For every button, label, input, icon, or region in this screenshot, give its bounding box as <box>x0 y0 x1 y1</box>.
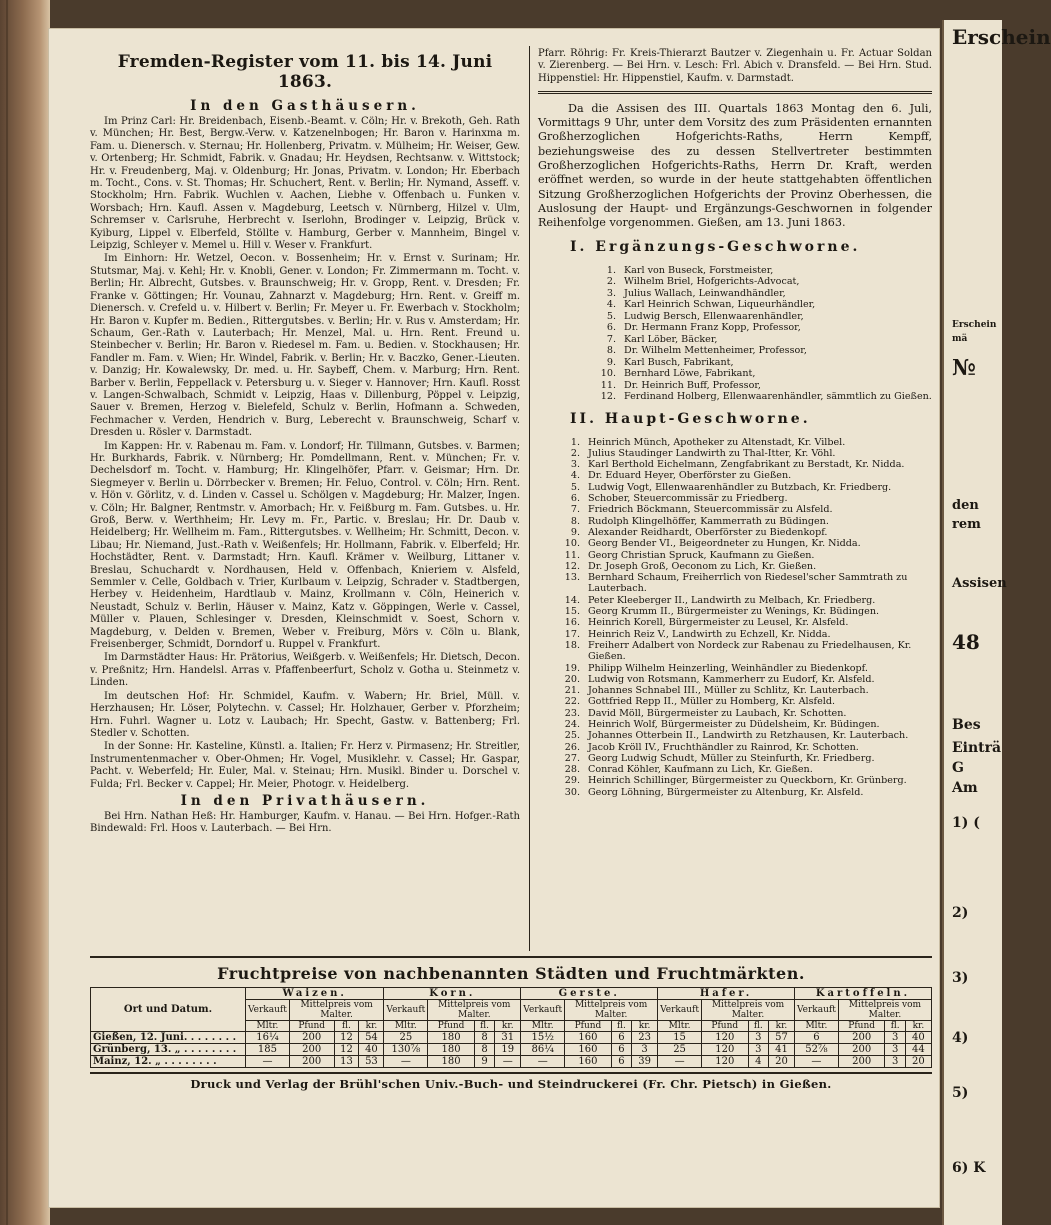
price-cell: 25 <box>658 1044 702 1056</box>
juror-entry <box>538 265 932 277</box>
price-cell: 20 <box>768 1056 794 1068</box>
price-cell: 8 <box>474 1032 494 1044</box>
juror-number: 8. <box>606 345 616 357</box>
inns-subheading: In den Gasthäusern. <box>190 98 420 114</box>
mittelpreis-header: Mittelpreis vom Malter. <box>838 1000 931 1021</box>
juror-name: Dr. Eduard Heyer, Oberförster zu Gießen. <box>588 470 792 482</box>
register-entry: Im Prinz Carl: Hr. Breidenbach, Eisenb.-Beamt. v. Cöln; Hr. v. Brekoth, Geh. Rath v. München; Hr. Best, Bergw.-Verw. v. Katzenelnbogen; Hr. Baron v. Harinxma m. Fam. u. Dienersch. v. Sternau; Hr. Hollenberg, Privatm. v. Mülheim; Hr. Weiser, Gew. v. Ortenberg; Hr. Schmidt, Fabrik. v. Gnadau; Hr. Heydsen, Rechtsanw. v. Wittstock; Hr. v. Freudenberg, Maj. v. Oldenburg; Hr. Jonas, Privatm. v. London; Hr. Eberbach m. Tocht., Cons. v. St. Thomas; Hr. Schuchert, Rent. v. Berlin; Hr. Nymand, Asseff. v. Stockholm; Hrn. Fabrik. Wuchlen v. Aachen, Liebhe v. Offenbach u. Funken v. Worsbach; Hrn. Kaufl. Assen v. Magdeburg, Leetsch v. Nürnberg, Hilzel v. Ulm, Schremser v. Carlsruhe, Herbrecht v. Iserlohn, Brodinger v. Leipzig, Brück v. Kyiburg, Lippel v. Elberfeld, Stöllte v. Hamburg, Gerber v. Mannheim, Bingel v. Leipzig, Schleyer v. Memel u. Hill v. Weser v. Frankfurt. <box>90 116 520 252</box>
fragment-text: Einträ <box>952 740 1002 756</box>
juror-name: Jacob Kröll IV., Fruchthändler zu Rainrod, Kr. Schotten. <box>588 741 859 753</box>
grain-group-header: Kartoffeln. <box>794 988 931 1000</box>
mittelpreis-header: Mittelpreis vom Malter. <box>565 1000 658 1021</box>
juror-number: 29. <box>564 775 580 787</box>
price-cell: 130⅞ <box>384 1044 428 1056</box>
main-jurors-list <box>538 437 932 799</box>
grain-group-header: Gerste. <box>521 988 658 1000</box>
juror-entry <box>538 357 932 369</box>
juror-number: 14. <box>564 594 580 606</box>
juror-number: 28. <box>564 764 580 776</box>
fragment-text: den <box>952 498 979 513</box>
price-cell: 3 <box>748 1032 768 1044</box>
table-row <box>91 1032 932 1044</box>
juror-entry <box>538 572 932 595</box>
verkauft-header: Verkauft <box>658 1000 702 1021</box>
price-cell: — <box>384 1056 428 1068</box>
juror-number: 1. <box>606 264 616 276</box>
juror-entry <box>538 606 932 617</box>
verkauft-header: Verkauft <box>384 1000 428 1021</box>
unit-header: Mltr. <box>794 1021 838 1032</box>
unit-header: Mltr. <box>246 1021 290 1032</box>
juror-number: 7. <box>570 504 580 516</box>
juror-number: 12. <box>564 560 580 572</box>
price-cell: 200 <box>838 1044 885 1056</box>
juror-name: Julius Staudinger Landwirth zu Thal-Itter, Kr. Vöhl. <box>588 447 836 459</box>
price-cell: 185 <box>246 1044 290 1056</box>
table-header-row <box>91 988 932 1000</box>
juror-entry <box>538 753 932 764</box>
juror-number: 13. <box>564 572 580 584</box>
fragment-text: Erschein <box>952 25 1051 49</box>
price-cell: 200 <box>289 1032 334 1044</box>
fragment-text: 48 <box>952 630 980 654</box>
juror-entry <box>538 516 932 527</box>
juror-entry <box>538 550 932 561</box>
juror-entry <box>538 674 932 685</box>
juror-entry <box>538 730 932 741</box>
juror-name: Karl Berthold Eichelmann, Zengfabrikant zu Berstadt, Kr. Nidda. <box>588 459 905 471</box>
unit-header: Pfund <box>838 1021 885 1032</box>
juror-entry <box>538 787 932 798</box>
price-cell: 200 <box>289 1056 334 1068</box>
price-cell: — <box>246 1056 290 1068</box>
place-date-cell: Grünberg, 13. „ . . . . . . . . <box>91 1044 246 1056</box>
juror-number: 16. <box>564 617 580 629</box>
juror-number: 10. <box>564 538 580 550</box>
juror-entry <box>538 640 932 663</box>
juror-name: Georg Christian Spruck, Kaufmann zu Gießen. <box>588 549 815 561</box>
place-date-cell: Mainz, 12. „ . . . . . . . . <box>91 1056 246 1068</box>
juror-name: Alexander Reidhardt, Oberförster zu Biedenkopf. <box>588 526 828 538</box>
price-cell: — <box>794 1056 838 1068</box>
table-row <box>91 1044 932 1056</box>
price-cell: 6 <box>794 1032 838 1044</box>
juror-entry <box>538 775 932 786</box>
section-heading-supplementary-jurors: I. Ergänzungs-Geschworne. <box>570 238 861 255</box>
juror-number: 22. <box>564 696 580 708</box>
juror-number: 4. <box>606 299 616 311</box>
fragment-text: mä <box>952 334 968 344</box>
price-cell: 40 <box>359 1044 384 1056</box>
ort-header: Ort und Datum. <box>91 988 246 1032</box>
price-cell: 40 <box>905 1032 931 1044</box>
juror-name: Ferdinand Holberg, Ellenwaarenhändler, sämmtlich zu Gießen. <box>624 391 932 403</box>
fragment-text: 2) <box>952 905 969 921</box>
fragment-text: 4) <box>952 1030 969 1046</box>
adjacent-page-fragment <box>942 20 1051 1225</box>
juror-entry <box>538 459 932 470</box>
juror-name: Bernhard Schaum, Freiherrlich von Riedesel'scher Sammtrath zu Lauterbach. <box>588 572 908 595</box>
price-cell: — <box>658 1056 702 1068</box>
juror-name: Rudolph Klingelhöffer, Kammerrath zu Büdingen. <box>588 515 829 527</box>
grain-group-header: Korn. <box>384 988 521 1000</box>
price-cell: 15½ <box>521 1032 565 1044</box>
juror-name: Dr. Heinrich Buff, Professor, <box>624 379 761 391</box>
book-spine <box>0 0 50 1225</box>
section-rule <box>90 956 932 958</box>
juror-entry <box>538 719 932 730</box>
juror-number: 2. <box>570 447 580 459</box>
juror-entry <box>538 617 932 628</box>
juror-number: 6. <box>570 493 580 505</box>
juror-entry <box>538 742 932 753</box>
juror-number: 4. <box>570 470 580 482</box>
unit-header: fl. <box>474 1021 494 1032</box>
price-cell: 8 <box>474 1044 494 1056</box>
price-cell: 120 <box>702 1056 749 1068</box>
juror-name: Georg Bender VI., Beigeordneter zu Hungen, Kr. Nidda. <box>588 538 861 550</box>
unit-header: Mltr. <box>521 1021 565 1032</box>
grain-price-section <box>90 956 932 1196</box>
juror-entry <box>538 368 932 380</box>
verkauft-header: Verkauft <box>246 1000 290 1021</box>
price-cell: 53 <box>359 1056 384 1068</box>
juror-entry <box>538 311 932 323</box>
juror-entry <box>538 764 932 775</box>
grain-group-header: Hafer. <box>658 988 795 1000</box>
juror-name: Conrad Köhler, Kaufmann zu Lich, Kr. Gießen. <box>588 764 813 776</box>
price-cell: 180 <box>428 1044 475 1056</box>
register-entry: Bei Hrn. Nathan Heß: Hr. Hamburger, Kaufm. v. Hanau. — Bei Hrn. Hofger.-Rath Bindewald: Frl. Hoos v. Lauterbach. — Bei Hrn. <box>90 810 520 835</box>
juror-entry <box>538 538 932 549</box>
price-cell: 6 <box>611 1032 631 1044</box>
price-cell: — <box>495 1056 521 1068</box>
juror-name: Heinrich Münch, Apotheker zu Altenstadt, Kr. Vilbel. <box>588 436 846 448</box>
fragment-text: № <box>952 355 976 381</box>
mittelpreis-header: Mittelpreis vom Malter. <box>289 1000 384 1021</box>
juror-name: Dr. Joseph Groß, Oeconom zu Lich, Kr. Gießen. <box>588 560 817 572</box>
juror-name: Heinrich Wolf, Bürgermeister zu Düdelsheim, Kr. Büdingen. <box>588 718 880 730</box>
juror-name: Schober, Steuercommissär zu Friedberg. <box>588 493 788 505</box>
unit-header: Mltr. <box>384 1021 428 1032</box>
unit-header: kr. <box>768 1021 794 1032</box>
price-cell: 20 <box>905 1056 931 1068</box>
grain-group-header: Waizen. <box>246 988 384 1000</box>
juror-number: 15. <box>564 606 580 618</box>
juror-name: Georg Löhning, Bürgermeister zu Altenburg, Kr. Alsfeld. <box>588 786 864 798</box>
fragment-text: 6) K <box>952 1160 986 1176</box>
juror-name: Heinrich Reiz V., Landwirth zu Echzell, Kr. Nidda. <box>588 628 831 640</box>
price-cell: 3 <box>885 1032 905 1044</box>
fragment-text: 1) ( <box>952 815 980 831</box>
price-table-title: Fruchtpreise von nachbenannten Städten und Fruchtmärkten. <box>217 964 805 983</box>
price-cell: 200 <box>838 1032 885 1044</box>
juror-number: 2. <box>606 276 616 288</box>
juror-number: 12. <box>600 391 616 403</box>
fragment-text: 3) <box>952 970 969 986</box>
price-cell: 25 <box>384 1032 428 1044</box>
juror-number: 17. <box>564 628 580 640</box>
juror-number: 18. <box>564 639 580 651</box>
juror-name: David Möll, Bürgermeister zu Laubach, Kr. Schotten. <box>588 707 847 719</box>
table-row <box>91 1056 932 1068</box>
juror-name: Wilhelm Briel, Hofgerichts-Advocat, <box>624 276 800 288</box>
price-cell: 120 <box>702 1044 749 1056</box>
juror-entry <box>538 504 932 515</box>
juror-name: Ludwig Bersch, Ellenwaarenhändler, <box>624 310 804 322</box>
price-cell: 4 <box>748 1056 768 1068</box>
double-rule <box>538 91 932 94</box>
juror-name: Georg Ludwig Schudt, Müller zu Steinfurth, Kr. Friedberg. <box>588 752 875 764</box>
price-cell: 160 <box>565 1056 612 1068</box>
price-cell: 200 <box>838 1056 885 1068</box>
register-entry: Im deutschen Hof: Hr. Schmidel, Kaufm. v. Wabern; Hr. Briel, Müll. v. Herzhausen; Hr. Löser, Polytechn. v. Cassel; Hr. Holzhauer, Gerber v. Pforzheim; Hrn. Fuhrl. Wagner u. Lotz v. Laubach; Hr. Specht, Gastw. v. Battenberg; Frl. Stedler v. Schotten. <box>90 690 520 739</box>
unit-header: kr. <box>632 1021 658 1032</box>
juror-entry <box>538 334 932 346</box>
juror-name: Ludwig Vogt, Ellenwaarenhändler zu Butzbach, Kr. Friedberg. <box>588 481 892 493</box>
fragment-text: Erschein <box>952 320 997 330</box>
juror-name: Friedrich Böckmann, Steuercommissär zu Alsfeld. <box>588 504 833 516</box>
fragment-text: 5) <box>952 1085 969 1101</box>
assizes-announcement: Da die Assisen des III. Quartals 1863 Montag den 6. Juli, Vormittags 9 Uhr, unter dem Vorsitz des zum Präsidenten ernannten Großherzoglichen Hofgerichts-Raths, Herrn Kempff, beziehungsweise des zu dessen Stellvertreter bestimmten Großherzoglichen Hofgerichts-Raths, Herrn Dr. Kraft, werden eröffnet werden, so wurde in der heute stattgehabten öffentlichen Sitzung Großherzoglichen Hofgerichts der Provinz Oberhessen, die Auslosung der Haupt- und Ergänzungs-Geschwornen in folgender Reihenfolge vorgenommen. Gießen, am 13. Juni 1863. <box>538 101 932 230</box>
juror-name: Ludwig von Rotsmann, Kammerherr zu Eudorf, Kr. Alsfeld. <box>588 673 875 685</box>
juror-name: Peter Kleeberger II., Landwirth zu Melbach, Kr. Friedberg. <box>588 594 876 606</box>
juror-entry <box>538 322 932 334</box>
price-cell: 31 <box>495 1032 521 1044</box>
price-cell: 57 <box>768 1032 794 1044</box>
juror-number: 5. <box>570 481 580 493</box>
juror-entry <box>538 448 932 459</box>
unit-header: kr. <box>359 1021 384 1032</box>
page-title: Fremden-Register vom 11. bis 14. Juni 1863. <box>117 52 493 92</box>
price-cell: 54 <box>359 1032 384 1044</box>
juror-name: Johannes Schnabel III., Müller zu Schlitz, Kr. Lauterbach. <box>588 685 869 697</box>
juror-entry <box>538 299 932 311</box>
price-cell: 6 <box>611 1056 631 1068</box>
juror-number: 3. <box>606 287 616 299</box>
juror-entry <box>538 696 932 707</box>
price-cell: 6 <box>611 1044 631 1056</box>
juror-number: 6. <box>606 322 616 334</box>
price-cell: 3 <box>748 1044 768 1056</box>
juror-number: 9. <box>606 356 616 368</box>
juror-number: 11. <box>564 549 580 561</box>
printer-imprint: Druck und Verlag der Brühl'schen Univ.-Buch- und Steindruckerei (Fr. Chr. Pietsch) in Gießen. <box>90 1072 932 1091</box>
juror-number: 1. <box>570 436 580 448</box>
juror-name: Dr. Hermann Franz Kopp, Professor, <box>624 322 801 334</box>
price-cell: 200 <box>289 1044 334 1056</box>
unit-header: fl. <box>611 1021 631 1032</box>
place-date-cell: Gießen, 12. Juni. . . . . . . . <box>91 1032 246 1044</box>
juror-name: Karl Löber, Bäcker, <box>624 333 718 345</box>
unit-header: kr. <box>495 1021 521 1032</box>
unit-header: Pfund <box>289 1021 334 1032</box>
juror-name: Johannes Otterbein II., Landwirth zu Retzhausen, Kr. Lauterbach. <box>588 730 909 742</box>
price-cell: 120 <box>702 1032 749 1044</box>
fragment-text: Assisen <box>952 576 1007 591</box>
fragment-text: rem <box>952 517 981 532</box>
juror-entry <box>538 595 932 606</box>
juror-number: 5. <box>606 310 616 322</box>
juror-number: 25. <box>564 730 580 742</box>
price-table <box>90 987 932 1068</box>
juror-entry <box>538 345 932 357</box>
price-cell: 3 <box>885 1056 905 1068</box>
unit-header: fl. <box>334 1021 359 1032</box>
supplementary-jurors-list <box>538 265 932 403</box>
juror-entry <box>538 708 932 719</box>
juror-number: 19. <box>564 662 580 674</box>
juror-number: 7. <box>606 333 616 345</box>
juror-entry <box>538 527 932 538</box>
unit-header: Mltr. <box>658 1021 702 1032</box>
juror-entry <box>538 482 932 493</box>
price-cell: 86¼ <box>521 1044 565 1056</box>
price-cell: 3 <box>885 1044 905 1056</box>
price-cell: 44 <box>905 1044 931 1056</box>
mittelpreis-header: Mittelpreis vom Malter. <box>702 1000 795 1021</box>
juror-name: Gottfried Repp II., Müller zu Homberg, Kr. Alsfeld. <box>588 696 836 708</box>
juror-number: 30. <box>564 786 580 798</box>
price-cell: 41 <box>768 1044 794 1056</box>
unit-header: fl. <box>885 1021 905 1032</box>
fragment-text: Am <box>952 780 978 796</box>
column-divider <box>529 46 530 951</box>
price-cell: 160 <box>565 1032 612 1044</box>
juror-name: Dr. Wilhelm Mettenheimer, Professor, <box>624 345 807 357</box>
section-heading-main-jurors: II. Haupt-Geschworne. <box>570 410 811 427</box>
juror-entry <box>538 380 932 392</box>
price-cell: 52⅞ <box>794 1044 838 1056</box>
price-cell: 23 <box>632 1032 658 1044</box>
juror-name: Julius Wallach, Leinwandhändler, <box>624 287 786 299</box>
price-cell: 180 <box>428 1032 475 1044</box>
price-cell: 39 <box>632 1056 658 1068</box>
jury-column <box>538 48 932 950</box>
register-entry: Im Darmstädter Haus: Hr. Prätorius, Weißgerb. v. Weißenfels; Hr. Dietsch, Decon. v. Preßnitz; Hrn. Handelsl. Arras v. Pfaffenbeerfurt, Scholz v. Gotha u. Steinmetz v. Linden. <box>90 652 520 689</box>
price-cell: 180 <box>428 1056 475 1068</box>
price-cell: 160 <box>565 1044 612 1056</box>
private-houses-subheading: In den Privathäusern. <box>180 792 430 809</box>
juror-entry <box>538 437 932 448</box>
juror-number: 11. <box>600 379 616 391</box>
juror-number: 9. <box>570 526 580 538</box>
juror-name: Karl Heinrich Schwan, Liqueurhändler, <box>624 299 816 311</box>
price-cell: 13 <box>334 1056 359 1068</box>
juror-number: 26. <box>564 741 580 753</box>
unit-header: Pfund <box>565 1021 612 1032</box>
unit-header: Pfund <box>428 1021 475 1032</box>
price-cell: 15 <box>658 1032 702 1044</box>
verkauft-header: Verkauft <box>521 1000 565 1021</box>
juror-number: 24. <box>564 718 580 730</box>
price-cell: 16¼ <box>246 1032 290 1044</box>
guest-register-column <box>90 48 520 950</box>
juror-entry <box>538 663 932 674</box>
price-cell: 9 <box>474 1056 494 1068</box>
price-cell: — <box>521 1056 565 1068</box>
juror-entry <box>538 685 932 696</box>
juror-number: 8. <box>570 515 580 527</box>
verkauft-header: Verkauft <box>794 1000 838 1021</box>
juror-entry <box>538 391 932 403</box>
juror-name: Freiherr Adalbert von Nordeck zur Rabenau zu Friedelhausen, Kr. Gießen. <box>588 639 912 663</box>
fragment-text: Bes <box>952 717 981 733</box>
juror-number: 3. <box>570 459 580 471</box>
juror-number: 21. <box>564 685 580 697</box>
price-cell: 19 <box>495 1044 521 1056</box>
juror-name: Philipp Wilhelm Heinzerling, Weinhändler zu Biedenkopf. <box>588 662 868 674</box>
juror-number: 27. <box>564 752 580 764</box>
juror-entry <box>538 276 932 288</box>
unit-header: Pfund <box>702 1021 749 1032</box>
juror-name: Heinrich Schillinger, Bürgermeister zu Queckborn, Kr. Grünberg. <box>588 775 907 787</box>
juror-entry <box>538 493 932 504</box>
juror-entry <box>538 629 932 640</box>
fragment-text: G <box>952 760 964 776</box>
juror-number: 23. <box>564 707 580 719</box>
unit-header: fl. <box>748 1021 768 1032</box>
unit-header: kr. <box>905 1021 931 1032</box>
juror-entry <box>538 470 932 481</box>
juror-entry <box>538 288 932 300</box>
register-entry: In der Sonne: Hr. Kasteline, Künstl. a. Italien; Fr. Herz v. Pirmasenz; Hr. Streitler, Instrumentenmacher v. Ober-Ohmen; Hr. Vogel, Musiklehr. v. Cassel; Hr. Gaspar, Pacht. v. Weberfeld; Hr. Euler, Mal. v. Steinau; Hrn. Musikl. Binder u. Dorschel v. Fulda; Frl. Becker v. Cappel; Hr. Meier, Photogr. v. Heidelberg. <box>90 741 520 790</box>
juror-entry <box>538 561 932 572</box>
juror-name: Heinrich Korell, Bürgermeister zu Leusel, Kr. Alsfeld. <box>588 617 849 629</box>
register-entry: Im Kappen: Hr. v. Rabenau m. Fam. v. Londorf; Hr. Tillmann, Gutsbes. v. Barmen; Hr. Burkhards, Fabrik. v. Nürnberg; Hr. Pomdellmann, Rent. v. München; Fr. v. Dechelsdorf m. Tocht. v. Hamburg; Hr. Klingelhöfer, Pfarr. v. Geismar; Hrn. Dr. Siegmeyer v. Berlin u. Dörrbecker v. Bremen; Hr. Feluo, Control. v. Cöln; Hrn. Rent. v. Hön v. Görlitz, v. d. Linden v. Cassel u. Schölgen v. Magdeburg; Hr. Malzer, Ingen. v. Cöln; Hr. Balgner, Rentmstr. v. Amorbach; Hr. v. Feißburg m. Fam. Gutsbes. u. Hr. Groß, Berw. v. Werthheim; Hr. Levy m. Fr., Partic. v. Breslau; Hr. Dr. Daub v. Heidelberg; Hr. Wellheim m. Fam., Rittergutsbes. v. Wellheim; Hr. Schmitt, Decon. v. Libau; Hr. Niemand, Just.-Rath v. Weißenfels; Hr. Hollmann, Fabrik. v. Elberfeld; Hr. Hochstädter, Rent. v. Darmstadt; Hrn. Kaufl. Krämer v. Weilburg, Littaner v. Breslau, Schuchardt v. Nordhausen, Held v. Offenbach, Knieriem v. Alsfeld, Semmler v. Celle, Goldbach v. Trier, Kurlbaum v. Leipzig, Schrader v. Stadtbergen, Herbey v. Heidenheim, Hardtlaub v. Mainz, Krollmann v. Cöln, Heinerich v. Neustadt, Schulz v. Berlin, Häuser v. Mainz, Katz v. Göppingen, Werle v. Cassel, Müller v. Plauen, Schlesinger v. Dresden, Kleinschmidt v. Soest, Schorn v. Magdeburg, v. Delden v. Bremen, Weber v. Freiburg, Mörs v. Cöln u. Blank, Freisenberger, Schmidt, Dorndorf u. Ruppel v. Frankfurt. <box>90 440 520 651</box>
mittelpreis-header: Mittelpreis vom Malter. <box>428 1000 521 1021</box>
register-continuation: Pfarr. Röhrig: Fr. Kreis-Thierarzt Bautzer v. Ziegenhain u. Fr. Actuar Soldan v. Zierenberg. — Bei Hrn. v. Lesch: Frl. Abich v. Dransfeld. — Bei Hrn. Stud. Hippenstiel: Hr. Hippenstiel, Kaufm. v. Darmstadt. <box>538 48 932 84</box>
price-cell: 12 <box>334 1044 359 1056</box>
juror-name: Georg Krumm II., Bürgermeister zu Wenings, Kr. Büdingen. <box>588 606 880 618</box>
juror-number: 10. <box>600 368 616 380</box>
price-cell: 3 <box>632 1044 658 1056</box>
juror-number: 20. <box>564 673 580 685</box>
price-cell: 12 <box>334 1032 359 1044</box>
juror-name: Bernhard Löwe, Fabrikant, <box>624 368 756 380</box>
register-entry: Im Einhorn: Hr. Wetzel, Oecon. v. Bossenheim; Hr. v. Ernst v. Surinam; Hr. Stutsmar, Maj. v. Kehl; Hr. v. Knobli, Gener. v. London; Fr. Zimmermann m. Tocht. v. Berlin; Hr. Albrecht, Gutsbes. v. Braunschweig; Hr. v. Gropp, Rent. v. Dresden; Fr. Franke v. Göttingen; Hr. Vounau, Zahnarzt v. Magdeburg; Hrn. Rent. v. Greiff m. Dienersch. v. Crefeld u. v. Hilbert v. Berlin; Fr. Meyer u. Fr. Ewerbach v. Stockholm; Hr. Baron v. Kupfer m. Bedien., Rittergutsbes. v. Berlin; Hr. v. Rus v. Amsterdam; Hr. Schaum, Ger.-Rath v. Lauterbach; Hr. Menzel, Mal. u. Hrn. Rent. Freund u. Steinbecher v. Berlin; Hr. Baron v. Riedesel m. Fam. u. Bedien. v. Stockhausen; Hr. Fandler m. Fam. v. Wien; Hr. Windel, Fabrik. v. Berlin; Hr. v. Baczko, Gener.-Lieuten. v. Danzig; Hr. Kowalewsky, Dr. med. u. Hr. Saybeff, Chem. v. Marburg; Hrn. Rent. Barber v. Berlin, Feppellack v. Petersburg u. v. Sieger v. Hannover; Hrn. Kaufl. Rosst v. Langen-Schwalbach, Schmidt v. Leipzig, Haas v. Dillenburg, Pöppel v. Leipzig, Sauer v. Bremen, Herzog v. Bielefeld, Schulz v. Berlin, Hofmann a. Schweden, Fechmacher v. Verden, Hendrich v. Burg, Leberecht v. Braunschweig, Scharf v. Dresden u. Rösler v. Darmstadt. <box>90 253 520 439</box>
juror-name: Karl von Buseck, Forstmeister, <box>624 264 774 276</box>
juror-name: Karl Busch, Fabrikant, <box>624 356 734 368</box>
